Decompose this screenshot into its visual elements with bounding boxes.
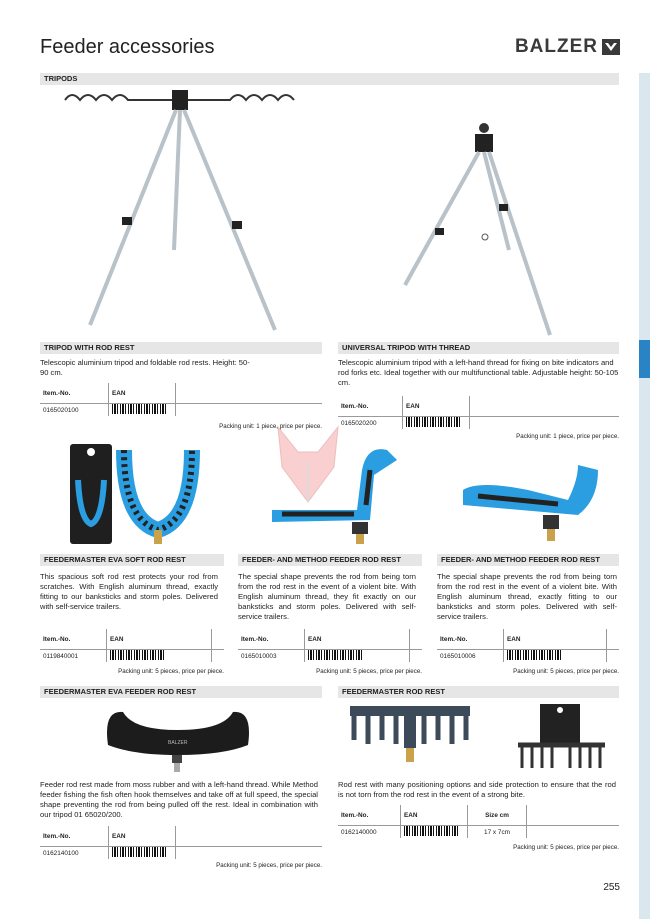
tripod-rod-rest-description: Telescopic aluminium tripod and foldable rod rests. Height: 50-90 cm. bbox=[40, 358, 250, 377]
item-number: 0165010003 bbox=[241, 652, 277, 660]
eva-feeder-rod-rest-image bbox=[98, 700, 258, 775]
page-title: Feeder accessories bbox=[40, 36, 215, 58]
col-ean: EAN bbox=[107, 629, 212, 650]
col-ean: EAN bbox=[109, 826, 176, 847]
col-item-no: Item.-No. bbox=[40, 629, 107, 650]
ean-barcode bbox=[403, 417, 470, 430]
brand-name: BALZER bbox=[514, 36, 598, 57]
eva-soft-rod-rest-packing: Packing unit: 5 pieces, price per piece. bbox=[118, 668, 224, 675]
item-number: 0165010006 bbox=[440, 652, 476, 660]
size-value: 17 x 7cm bbox=[468, 826, 527, 839]
item-number: 0165020200 bbox=[341, 419, 377, 427]
eva-soft-rod-rest-image bbox=[62, 440, 202, 552]
item-number: 0119840001 bbox=[43, 652, 79, 660]
ean-barcode bbox=[305, 650, 410, 663]
ean-barcode bbox=[109, 404, 176, 417]
method-rod-rest-2-description: The special shape prevents the rod from being torn from the rod rest in the event of a violent bite. With English aluminum thread, exactly fitting to our banksticks and storm poles. Delivered with self-service trailers. bbox=[437, 572, 617, 621]
feedermaster-rod-rest-description: Rod rest with many positioning options and side protection to ensure that the rod is not torn from the rod rest in the event of a strong bite. bbox=[338, 780, 616, 799]
section-tripod-rod-rest: TRIPOD WITH ROD REST bbox=[40, 342, 322, 354]
universal-tripod-packing: Packing unit: 1 piece, price per piece. bbox=[516, 433, 619, 440]
method-rod-rest-1-description: The special shape prevents the rod from being torn from the rod rest in the event of a violent bite. With English aluminum thread, they fit exactly on our banksticks and storm poles. Delivered with self-service trailers. bbox=[238, 572, 416, 621]
section-tripods: TRIPODS bbox=[40, 73, 619, 85]
eva-rest-imprint: BALZER bbox=[168, 740, 188, 746]
method-rod-rest-2-image bbox=[458, 460, 608, 550]
col-item-no: Item.-No. bbox=[238, 629, 305, 650]
feedermaster-rod-rest-packing: Packing unit: 5 pieces, price per piece. bbox=[513, 844, 619, 851]
eva-soft-rod-rest-table bbox=[40, 629, 224, 662]
col-item-no: Item.-No. bbox=[40, 826, 109, 847]
method-rod-rest-1-table bbox=[238, 629, 422, 662]
universal-tripod-image bbox=[395, 120, 575, 340]
tripod-rod-rest-packing: Packing unit: 1 piece, price per piece. bbox=[219, 423, 322, 430]
side-tab-strip bbox=[639, 73, 650, 919]
section-eva-soft-rod-rest: FEEDERMASTER EVA SOFT ROD REST bbox=[40, 554, 224, 566]
eva-feeder-rod-rest-table bbox=[40, 826, 322, 859]
eva-feeder-rod-rest-description: Feeder rod rest made from moss rubber and with a left-hand thread. While Method feeder fishing the fish often hook themselves and take off at full speed, the special shape preventing the rod from being pulled off the rest. Ideal in combination with our tripod 01 65020/200. bbox=[40, 780, 318, 819]
col-item-no: Item.-No. bbox=[437, 629, 504, 650]
section-feedermaster-rod-rest: FEEDERMASTER ROD REST bbox=[338, 686, 619, 698]
col-item-no: Item.-No. bbox=[338, 396, 403, 417]
method-rod-rest-2-packing: Packing unit: 5 pieces, price per piece. bbox=[513, 668, 619, 675]
ean-barcode bbox=[504, 650, 607, 663]
col-ean: EAN bbox=[504, 629, 607, 650]
col-ean: EAN bbox=[403, 396, 470, 417]
section-universal-tripod: UNIVERSAL TRIPOD WITH THREAD bbox=[338, 342, 619, 354]
col-ean: EAN bbox=[305, 629, 410, 650]
method-rod-rest-1-image bbox=[262, 440, 402, 552]
ean-barcode bbox=[107, 650, 212, 663]
method-rod-rest-2-table bbox=[437, 629, 619, 662]
section-method-rod-rest-2: FEEDER- AND METHOD FEEDER ROD REST bbox=[437, 554, 619, 566]
tripod-rod-rest-table bbox=[40, 383, 322, 416]
ean-barcode bbox=[109, 847, 176, 860]
item-number: 0162140100 bbox=[43, 849, 79, 857]
feedermaster-rod-rest-table bbox=[338, 805, 619, 838]
col-item-no: Item.-No. bbox=[338, 805, 401, 826]
eva-feeder-rod-rest-packing: Packing unit: 5 pieces, price per piece. bbox=[216, 862, 322, 869]
tripod-rod-rest-image bbox=[60, 85, 300, 340]
eva-soft-rod-rest-description: This spacious soft rod rest protects your rod from scratches. With English aluminum thread, exactly fitting to our banksticks and storm poles. Delivered with self-service trailers. bbox=[40, 572, 218, 611]
method-rod-rest-1-packing: Packing unit: 5 pieces, price per piece. bbox=[316, 668, 422, 675]
page-number: 255 bbox=[603, 882, 620, 893]
balzer-logo-icon bbox=[602, 39, 620, 55]
brand-logo bbox=[515, 36, 620, 58]
feedermaster-rod-rest-image bbox=[340, 700, 610, 775]
ean-barcode bbox=[401, 826, 468, 839]
universal-tripod-table bbox=[338, 396, 619, 429]
item-number: 0165020100 bbox=[43, 406, 79, 414]
item-number: 0162140000 bbox=[341, 828, 377, 836]
side-tab-marker bbox=[639, 340, 650, 378]
col-ean: EAN bbox=[109, 383, 176, 404]
section-eva-feeder-rod-rest: FEEDERMASTER EVA FEEDER ROD REST bbox=[40, 686, 322, 698]
col-ean: EAN bbox=[401, 805, 468, 826]
col-size: Size cm bbox=[468, 805, 527, 826]
col-item-no: Item.-No. bbox=[40, 383, 109, 404]
universal-tripod-description: Telescopic aluminium tripod with a left-hand thread for fixing on bite indicators and rod forks etc. Ideal together with our multifunctional table. Adjustable height: 50-105 cm. bbox=[338, 358, 619, 387]
section-method-rod-rest-1: FEEDER- AND METHOD FEEDER ROD REST bbox=[238, 554, 422, 566]
